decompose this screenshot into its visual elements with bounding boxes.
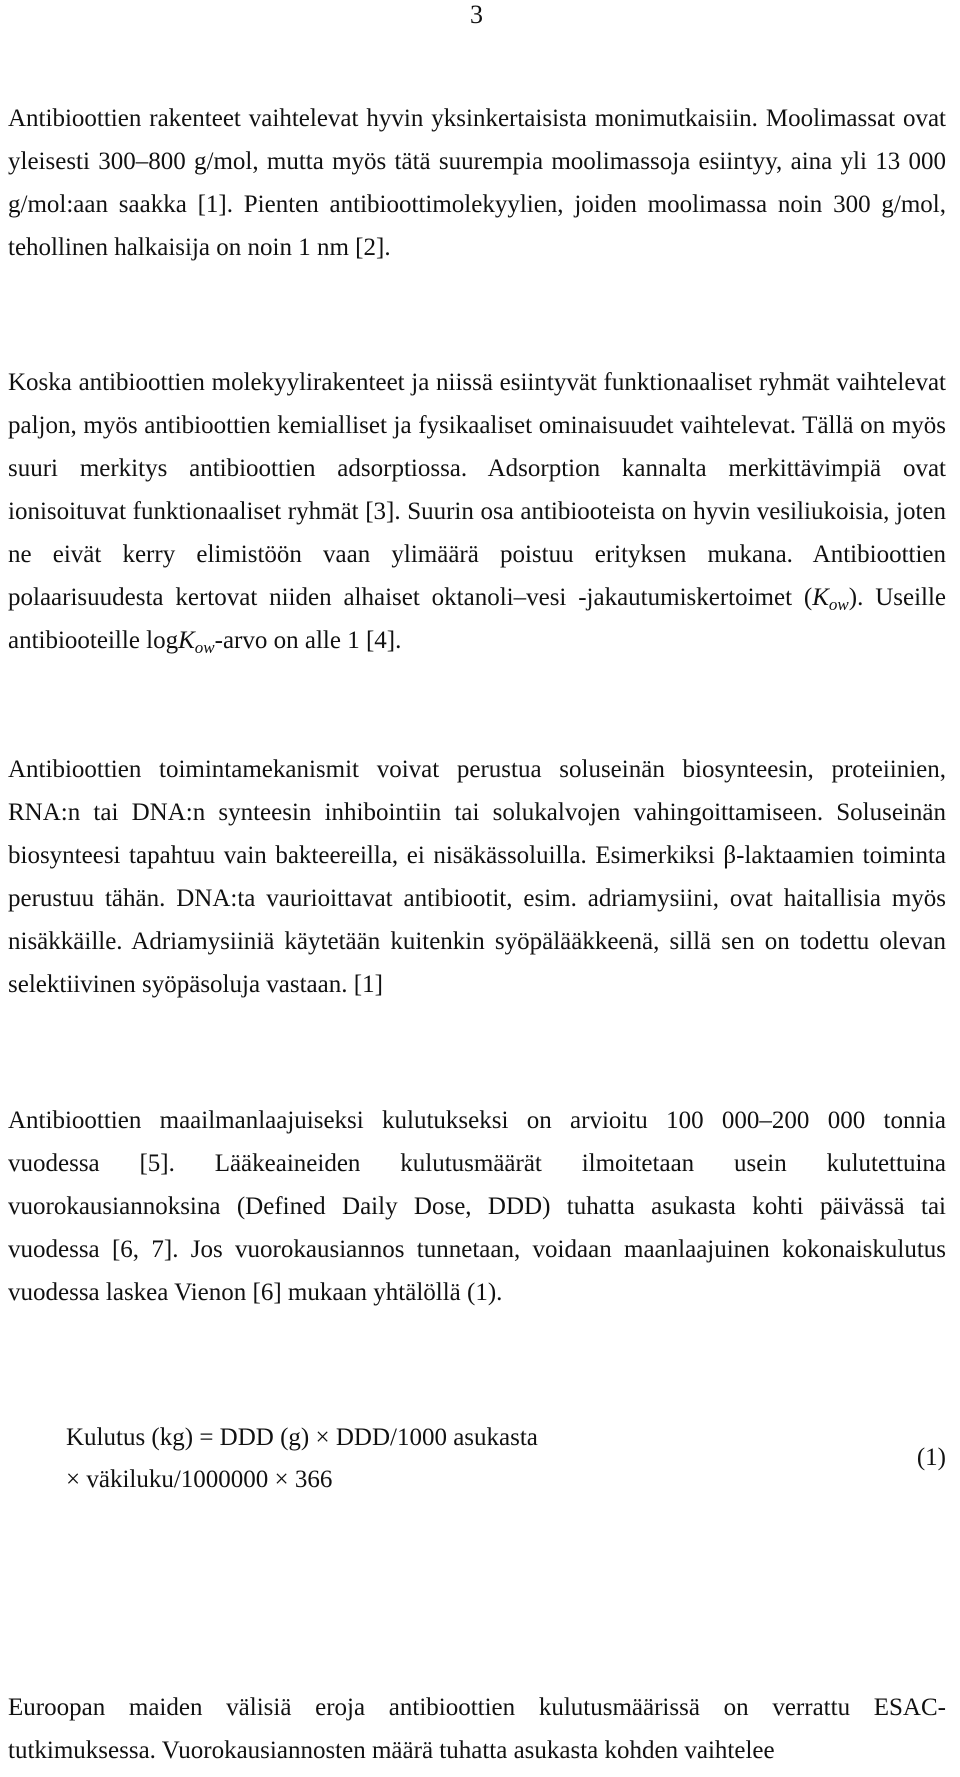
paragraph-mechanisms: Antibioottien toimintamekanismit voivat perustua soluseinän biosynteesin, proteiinien, RNA:n tai DNA:n synteesin inhibointiin tai solukalvojen vahingoittamiseen. Soluseinän biosynteesi tapahtuu vain bakteereilla, ei nisäkässoluilla. Esimerkiksi β-laktaamien toiminta perustuu tähän. DNA:ta vaurioittavat antibiootit, esim. adriamysiini, ovat haitallisia myös nisäkkäille. Adriamysiiniä käytetään kuitenkin syöpälääkkeenä, sillä sen on todettu olevan selektiivinen syöpäsoluja vastaan. [1] bbox=[8, 756, 946, 998]
equation-line-1: Kulutus (kg) = DDD (g) × DDD/1000 asukasta bbox=[66, 1424, 538, 1451]
k-symbol: K bbox=[812, 584, 829, 611]
ow-subscript: ow bbox=[828, 595, 849, 614]
equation-line-2: × väkiluku/1000000 × 366 bbox=[66, 1466, 333, 1493]
paragraph-properties-text-3: -arvo on alle 1 [4]. bbox=[214, 627, 402, 654]
paragraph-properties-text-1: Koska antibioottien molekyylirakenteet ja niissä esiintyvät funktionaaliset ryhmät vaihtelevat paljon, myös antibioottien kemialliset ja fysikaaliset ominaisuudet vaihtelevat. Tällä on myös suuri merkitys antibioottien adsorptiossa. Adsorption kannalta merkittävimpiä ovat ionisoituvat funktionaaliset ryhmät [3]. Suurin osa antibiooteista on hyvin vesiliukoisia, joten ne eivät kerry elimistöön vaan ylimäärä poistuu erityksen mukana. Antibioottien polaarisuudesta kertovat niiden alhaiset oktanoli–vesi -jakautumiskertoimet ( bbox=[8, 369, 946, 611]
ow-subscript: ow bbox=[194, 638, 215, 657]
k-symbol: K bbox=[178, 627, 195, 654]
paragraph-molecular-mass: Antibioottien rakenteet vaihtelevat hyvin yksinkertaisista monimutkaisiin. Moolimassat ovat yleisesti 300–800 g/mol, mutta myös tätä suurempia moolimassoja esiintyy, aina yli 13 000 g/mol:aan saakka [1]. Pienten antibioottimolekyylien, joiden moolimassa noin 300 g/mol, tehollinen halkaisija on noin 1 nm [2]. bbox=[8, 105, 946, 261]
page-number: 3 bbox=[470, 0, 483, 29]
paragraph-properties bbox=[8, 361, 946, 662]
paragraph-consumption: Antibioottien maailmanlaajuiseksi kulutukseksi on arvioitu 100 000–200 000 tonnia vuodessa [5]. Lääkeaineiden kulutusmäärät ilmoitetaan usein kulutettuina vuorokausiannoksina (Defined Daily Dose, DDD) tuhatta asukasta kohti päivässä tai vuodessa [6, 7]. Jos vuorokausiannos tunnetaan, voidaan maanlaajuinen kokonaiskulutus vuodessa laskea Vienon [6] mukaan yhtälöllä (1). bbox=[8, 1107, 946, 1306]
equation-number: (1) bbox=[916, 1444, 946, 1471]
paragraph-esac: Euroopan maiden välisiä eroja antibioottien kulutusmäärissä on verrattu ESAC-tutkimuksessa. Vuorokausiannosten määrä tuhatta asukasta kohden vaihtelee bbox=[8, 1694, 946, 1764]
equation-consumption bbox=[66, 1424, 946, 1524]
paragraph-properties-text-2: ). Useille antibiooteille log bbox=[8, 584, 947, 654]
